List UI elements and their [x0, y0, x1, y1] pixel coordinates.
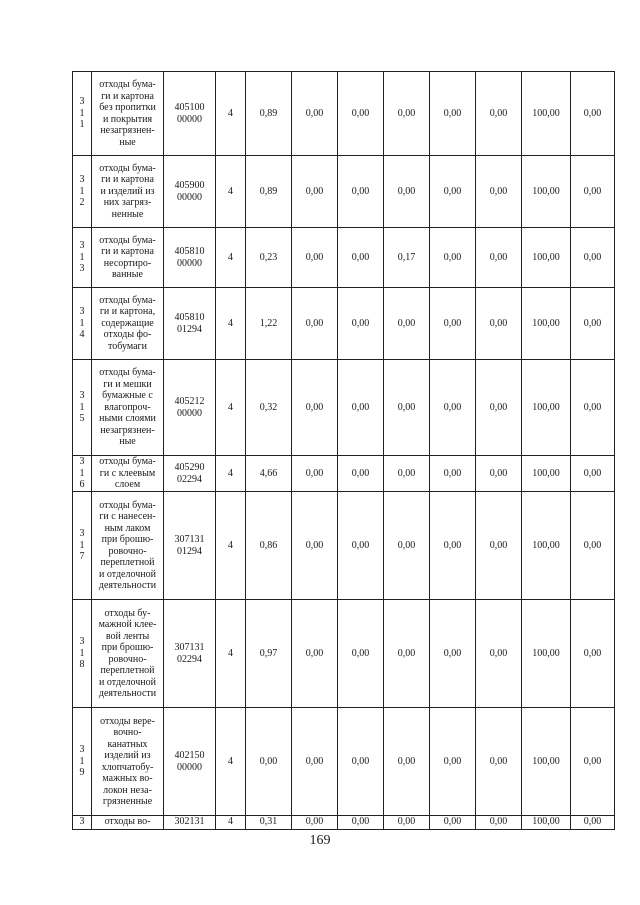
- value-1-cell: 0,97: [246, 600, 292, 708]
- value-6-cell: 0,00: [476, 360, 522, 456]
- value-3-cell: 0,00: [338, 360, 384, 456]
- row-number-cell: 3 1 3: [73, 228, 92, 288]
- value-8-cell: 0,00: [571, 360, 615, 456]
- value-5-cell: 0,00: [430, 492, 476, 600]
- value-5-cell: 0,00: [430, 456, 476, 492]
- table-row: [73, 288, 615, 360]
- waste-name-cell: отходы вере- вочно- канатных изделий из хлопчатобу- мажных во- локон неза- грязненные: [92, 708, 164, 816]
- table-row: [73, 360, 615, 456]
- value-2-cell: 0,00: [292, 492, 338, 600]
- value-3-cell: 0,00: [338, 228, 384, 288]
- table-row: [73, 156, 615, 228]
- value-8-cell: 0,00: [571, 600, 615, 708]
- waste-code-cell: 302131: [164, 816, 216, 830]
- waste-table: [72, 71, 615, 830]
- waste-name-cell: отходы бума- ги с нанесен- ным лаком при брошю- ровочно- переплетной и отделочной деятельности: [92, 492, 164, 600]
- value-5-cell: 0,00: [430, 816, 476, 830]
- value-1-cell: 4,66: [246, 456, 292, 492]
- value-8-cell: 0,00: [571, 708, 615, 816]
- value-8-cell: 0,00: [571, 228, 615, 288]
- value-5-cell: 0,00: [430, 72, 476, 156]
- value-4-cell: 0,17: [384, 228, 430, 288]
- value-6-cell: 0,00: [476, 228, 522, 288]
- value-1-cell: 0,31: [246, 816, 292, 830]
- value-3-cell: 0,00: [338, 600, 384, 708]
- value-7-cell: 100,00: [522, 492, 571, 600]
- waste-name-cell: отходы бума- ги и картона несортиро- ванные: [92, 228, 164, 288]
- value-2-cell: 0,00: [292, 288, 338, 360]
- value-5-cell: 0,00: [430, 156, 476, 228]
- page-number: 169: [309, 833, 331, 848]
- value-4-cell: 0,00: [384, 816, 430, 830]
- value-4-cell: 0,00: [384, 708, 430, 816]
- row-number-cell: 3 1 8: [73, 600, 92, 708]
- value-7-cell: 100,00: [522, 156, 571, 228]
- value-3-cell: 0,00: [338, 456, 384, 492]
- row-number-cell: 3: [73, 816, 92, 830]
- value-4-cell: 0,00: [384, 288, 430, 360]
- value-4-cell: 0,00: [384, 360, 430, 456]
- hazard-class-cell: 4: [216, 492, 246, 600]
- value-5-cell: 0,00: [430, 288, 476, 360]
- value-7-cell: 100,00: [522, 600, 571, 708]
- table-row: [73, 816, 615, 830]
- value-8-cell: 0,00: [571, 288, 615, 360]
- waste-code-cell: 405900 00000: [164, 156, 216, 228]
- value-6-cell: 0,00: [476, 456, 522, 492]
- value-3-cell: 0,00: [338, 288, 384, 360]
- value-6-cell: 0,00: [476, 816, 522, 830]
- row-number-cell: 3 1 4: [73, 288, 92, 360]
- value-1-cell: 0,00: [246, 708, 292, 816]
- value-7-cell: 100,00: [522, 360, 571, 456]
- value-1-cell: 0,89: [246, 156, 292, 228]
- waste-code-cell: 405100 00000: [164, 72, 216, 156]
- value-5-cell: 0,00: [430, 360, 476, 456]
- waste-name-cell: отходы бу- мажной клее- вой ленты при брошю- ровочно- переплетной и отделочной деятельности: [92, 600, 164, 708]
- value-2-cell: 0,00: [292, 708, 338, 816]
- hazard-class-cell: 4: [216, 600, 246, 708]
- value-6-cell: 0,00: [476, 708, 522, 816]
- value-5-cell: 0,00: [430, 708, 476, 816]
- waste-name-cell: отходы бума- ги и картона без пропитки и покрытия незагрязнен- ные: [92, 72, 164, 156]
- value-5-cell: 0,00: [430, 600, 476, 708]
- value-1-cell: 0,86: [246, 492, 292, 600]
- waste-code-cell: 307131 02294: [164, 600, 216, 708]
- hazard-class-cell: 4: [216, 156, 246, 228]
- value-8-cell: 0,00: [571, 72, 615, 156]
- value-7-cell: 100,00: [522, 456, 571, 492]
- value-8-cell: 0,00: [571, 492, 615, 600]
- table-row: [73, 600, 615, 708]
- table-row: [73, 492, 615, 600]
- table-row: [73, 72, 615, 156]
- waste-name-cell: отходы бума- ги с клеевым слоем: [92, 456, 164, 492]
- value-1-cell: 0,89: [246, 72, 292, 156]
- value-2-cell: 0,00: [292, 360, 338, 456]
- value-1-cell: 1,22: [246, 288, 292, 360]
- waste-code-cell: 307131 01294: [164, 492, 216, 600]
- hazard-class-cell: 4: [216, 360, 246, 456]
- hazard-class-cell: 4: [216, 456, 246, 492]
- row-number-cell: 3 1 7: [73, 492, 92, 600]
- hazard-class-cell: 4: [216, 816, 246, 830]
- waste-code-cell: 405810 01294: [164, 288, 216, 360]
- value-6-cell: 0,00: [476, 600, 522, 708]
- hazard-class-cell: 4: [216, 708, 246, 816]
- value-8-cell: 0,00: [571, 816, 615, 830]
- row-number-cell: 3 1 9: [73, 708, 92, 816]
- value-2-cell: 0,00: [292, 456, 338, 492]
- value-3-cell: 0,00: [338, 816, 384, 830]
- row-number-cell: 3 1 6: [73, 456, 92, 492]
- value-1-cell: 0,23: [246, 228, 292, 288]
- value-1-cell: 0,32: [246, 360, 292, 456]
- value-7-cell: 100,00: [522, 72, 571, 156]
- value-6-cell: 0,00: [476, 156, 522, 228]
- value-2-cell: 0,00: [292, 72, 338, 156]
- value-7-cell: 100,00: [522, 816, 571, 830]
- row-number-cell: 3 1 2: [73, 156, 92, 228]
- value-6-cell: 0,00: [476, 72, 522, 156]
- value-2-cell: 0,00: [292, 156, 338, 228]
- value-2-cell: 0,00: [292, 228, 338, 288]
- value-3-cell: 0,00: [338, 156, 384, 228]
- value-4-cell: 0,00: [384, 492, 430, 600]
- value-4-cell: 0,00: [384, 72, 430, 156]
- value-4-cell: 0,00: [384, 156, 430, 228]
- value-2-cell: 0,00: [292, 600, 338, 708]
- table-row: [73, 708, 615, 816]
- row-number-cell: 3 1 1: [73, 72, 92, 156]
- hazard-class-cell: 4: [216, 228, 246, 288]
- value-3-cell: 0,00: [338, 708, 384, 816]
- value-6-cell: 0,00: [476, 492, 522, 600]
- hazard-class-cell: 4: [216, 288, 246, 360]
- value-2-cell: 0,00: [292, 816, 338, 830]
- value-3-cell: 0,00: [338, 72, 384, 156]
- hazard-class-cell: 4: [216, 72, 246, 156]
- row-number-cell: 3 1 5: [73, 360, 92, 456]
- value-4-cell: 0,00: [384, 600, 430, 708]
- value-8-cell: 0,00: [571, 156, 615, 228]
- value-7-cell: 100,00: [522, 288, 571, 360]
- waste-name-cell: отходы бума- ги и мешки бумажные с влагопроч- ными слоями незагрязнен- ные: [92, 360, 164, 456]
- value-5-cell: 0,00: [430, 228, 476, 288]
- waste-name-cell: отходы бума- ги и картона и изделий из них загряз- ненные: [92, 156, 164, 228]
- table-row: [73, 456, 615, 492]
- value-3-cell: 0,00: [338, 492, 384, 600]
- value-4-cell: 0,00: [384, 456, 430, 492]
- waste-name-cell: отходы бума- ги и картона, содержащие отходы фо- тобумаги: [92, 288, 164, 360]
- value-8-cell: 0,00: [571, 456, 615, 492]
- waste-code-cell: 402150 00000: [164, 708, 216, 816]
- table-row: [73, 228, 615, 288]
- value-7-cell: 100,00: [522, 228, 571, 288]
- value-6-cell: 0,00: [476, 288, 522, 360]
- waste-name-cell: отходы во-: [92, 816, 164, 830]
- value-7-cell: 100,00: [522, 708, 571, 816]
- waste-code-cell: 405290 02294: [164, 456, 216, 492]
- waste-code-cell: 405810 00000: [164, 228, 216, 288]
- waste-code-cell: 405212 00000: [164, 360, 216, 456]
